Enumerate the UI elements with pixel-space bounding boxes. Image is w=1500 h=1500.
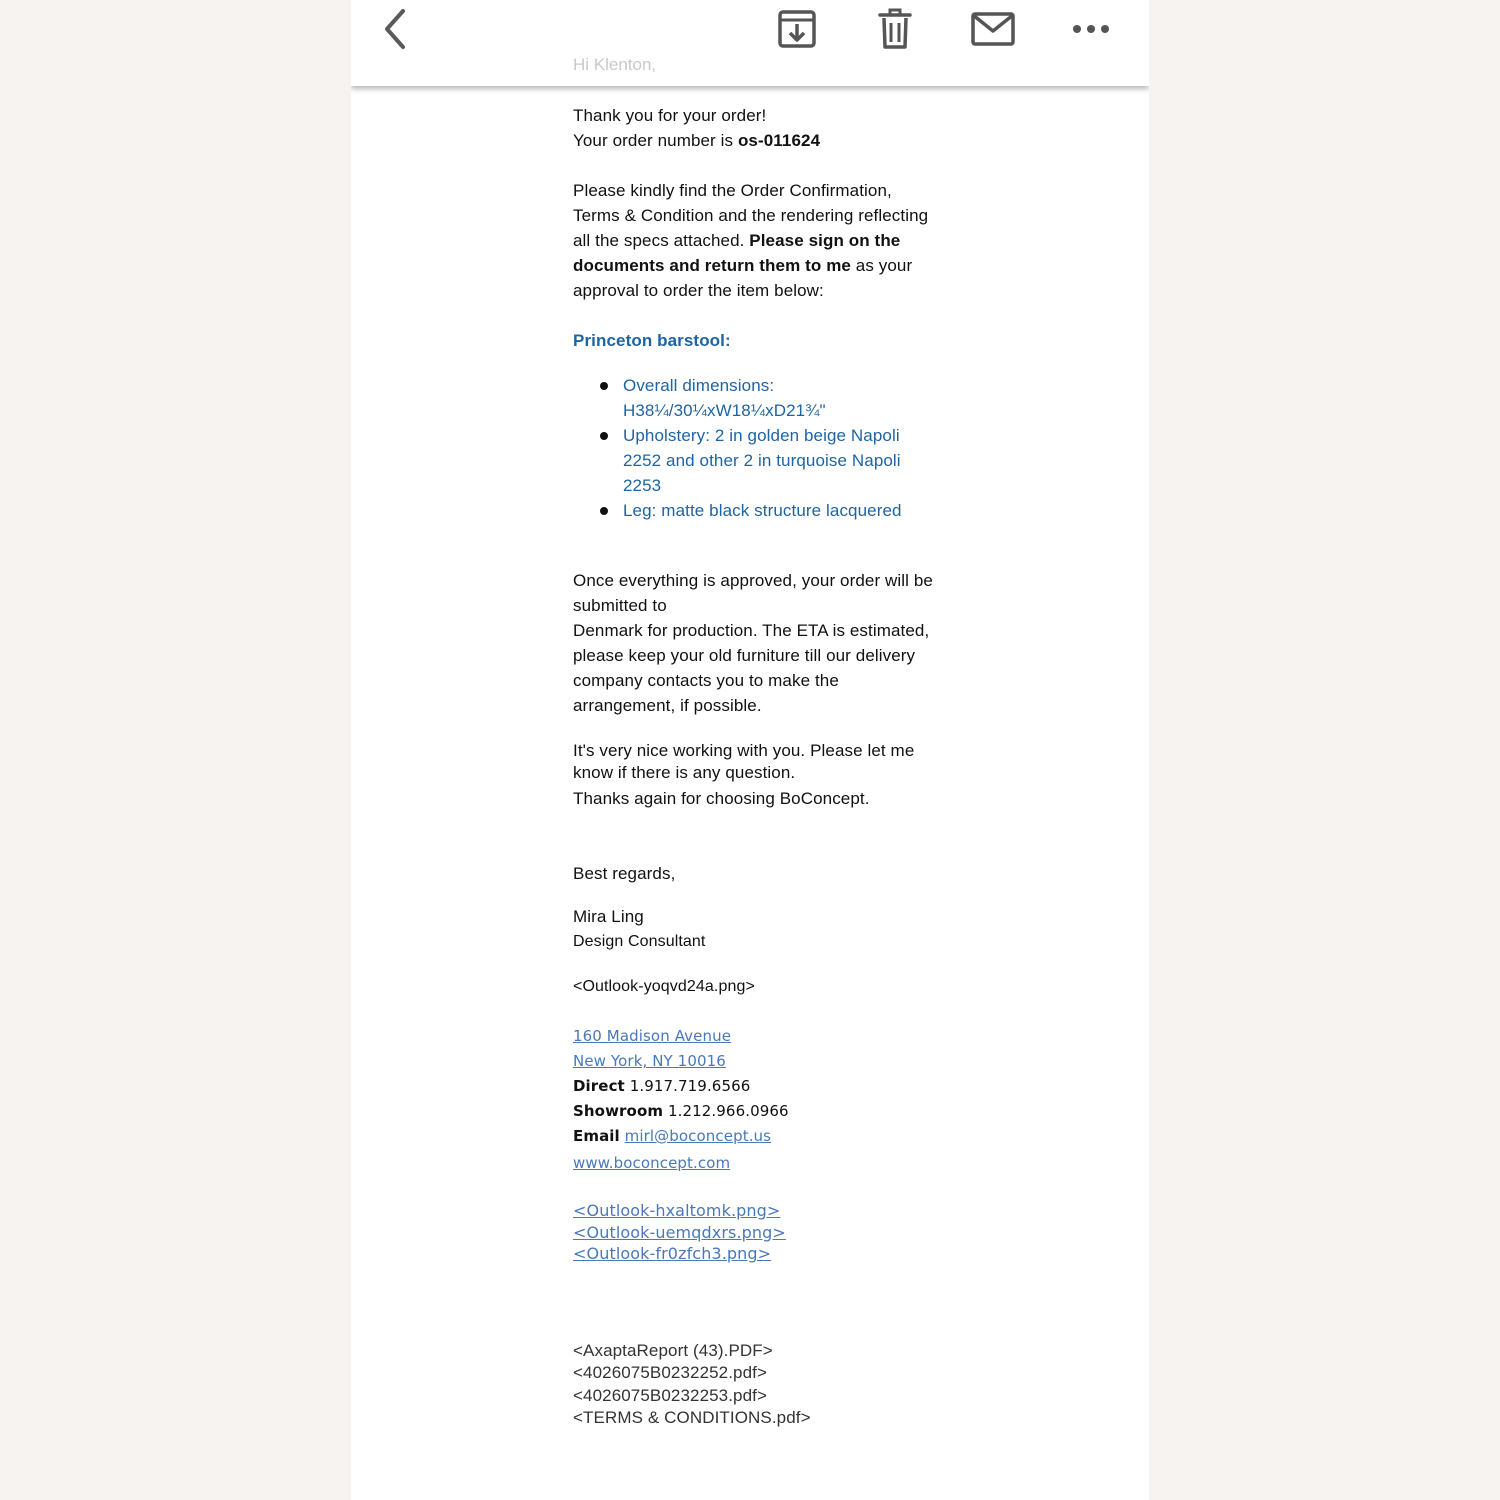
instructions-text-end: as your approval to order the item below: bbox=[573, 256, 913, 300]
production-paragraph-cont: Denmark for production. The ETA is estimated, please keep your old furniture till our delivery company contacts you to make the arrangement, if possible. bbox=[573, 621, 930, 715]
instructions-bold: Please sign on the documents and return them to me bbox=[573, 231, 901, 275]
envelope-icon bbox=[970, 11, 1016, 47]
email-link[interactable]: mirl@boconcept.us bbox=[624, 1127, 772, 1145]
more-button[interactable] bbox=[1068, 6, 1114, 52]
direct-label: Direct bbox=[573, 1077, 625, 1095]
attachment-item[interactable]: <4026075B0232252.pdf> bbox=[573, 1363, 768, 1382]
outlook-image-link[interactable]: <Outlook-fr0zfch3.png> bbox=[573, 1244, 772, 1263]
website-link[interactable]: www.boconcept.com bbox=[573, 1154, 731, 1172]
email-label: Email bbox=[573, 1127, 620, 1145]
outlook-image-link[interactable]: <Outlook-hxaltomk.png> bbox=[573, 1201, 781, 1220]
message-toolbar bbox=[351, 0, 1149, 86]
archive-icon bbox=[777, 8, 817, 50]
thanks-line: Thank you for your order! bbox=[573, 106, 767, 125]
order-number: os-011624 bbox=[737, 131, 821, 150]
production-paragraph: Once everything is approved, your order will be submitted to bbox=[573, 571, 933, 615]
trash-button[interactable] bbox=[872, 6, 918, 52]
greeting: Hi Klenton, bbox=[573, 55, 657, 74]
spec-list bbox=[573, 373, 933, 523]
signature-block bbox=[573, 1024, 933, 1176]
showroom-label: Showroom bbox=[573, 1102, 664, 1120]
attachment-item[interactable]: <4026075B0232253.pdf> bbox=[573, 1385, 768, 1405]
trash-icon bbox=[877, 7, 913, 51]
address-line-1-link[interactable]: 160 Madison Avenue bbox=[573, 1027, 732, 1045]
product-heading: Princeton barstool: bbox=[573, 331, 731, 350]
closing-thanks: Thanks again for choosing BoConcept. bbox=[573, 789, 870, 808]
attachment-item[interactable]: <TERMS & CONDITIONS.pdf> bbox=[573, 1408, 811, 1427]
direct-phone: 1.917.719.6566 bbox=[629, 1077, 751, 1095]
attachments-list bbox=[573, 1340, 933, 1430]
instructions-text: Please kindly find the Order Confirmation, Terms & Condition and the rendering reflecting all the specs attached. bbox=[573, 181, 929, 250]
sender-name: Mira Ling bbox=[573, 907, 644, 926]
outlook-image-link[interactable]: <Outlook-uemqdxrs.png> bbox=[573, 1222, 786, 1242]
instructions-paragraph bbox=[573, 178, 933, 303]
order-number-line bbox=[573, 128, 933, 153]
spec-item: Upholstery: 2 in golden beige Napoli 2252 and other 2 in turquoise Napoli 2253 bbox=[623, 423, 933, 498]
inline-image-links bbox=[573, 1200, 933, 1265]
message-body bbox=[573, 103, 933, 1430]
more-icon bbox=[1071, 23, 1111, 35]
attachment-item[interactable]: <AxaptaReport (43).PDF> bbox=[573, 1340, 773, 1360]
logo-attachment: <Outlook-yoqvd24a.png> bbox=[573, 978, 755, 995]
sender-title: Design Consultant bbox=[573, 933, 706, 950]
back-button[interactable] bbox=[373, 6, 419, 52]
showroom-phone: 1.212.966.0966 bbox=[667, 1102, 789, 1120]
chevron-left-icon bbox=[381, 6, 411, 52]
archive-button[interactable] bbox=[774, 6, 820, 52]
mail-button[interactable] bbox=[970, 6, 1016, 52]
spec-item: Overall dimensions: H38¼/30¼xW18¼xD21¾" bbox=[623, 373, 933, 423]
mail-screen bbox=[351, 0, 1149, 1500]
order-number-label: Your order number is bbox=[573, 131, 738, 150]
regards: Best regards, bbox=[573, 864, 676, 883]
address-line-2-link[interactable]: New York, NY 10016 bbox=[573, 1052, 726, 1070]
closing-paragraph: It's very nice working with you. Please let me know if there is any question. bbox=[573, 741, 915, 782]
spec-item: Leg: matte black structure lacquered bbox=[623, 498, 933, 523]
